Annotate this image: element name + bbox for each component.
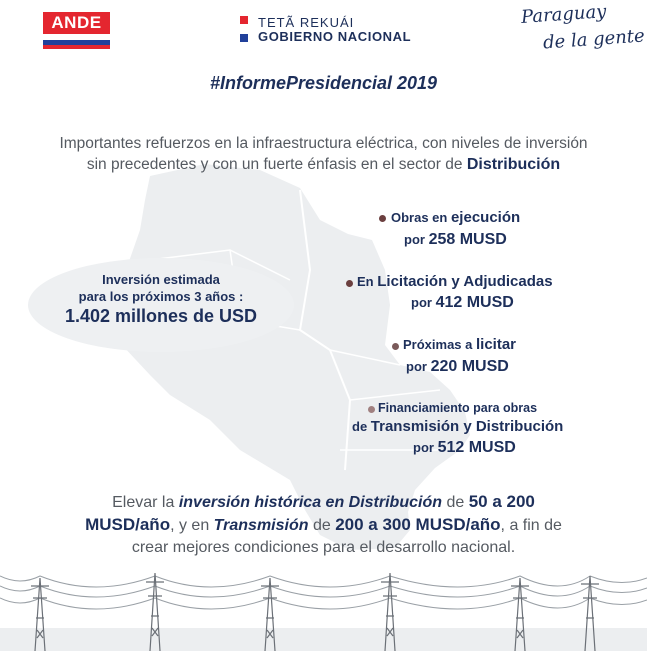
gov-line1: TETÃ REKUÁI [258,15,355,30]
ande-logo-text: ANDE [43,12,110,34]
intro-highlight: Distribución [466,156,561,173]
item-proximas-licitar-amount: por 220 MUSD [406,358,509,375]
investment-label-line2: para los próximos 3 años : [78,289,244,304]
investment-amount: 1.402 millones de USD [64,306,258,326]
closing-line2: MUSD/año, y en Transmisión de 200 a 300 MUSD/año, a fin de [85,515,562,534]
slogan-line1: Paraguay [520,1,608,28]
item-financiamiento-amount: por 512 MUSD [413,439,516,456]
item-licitacion-amount: por 412 MUSD [411,294,514,311]
bullet-dot [392,343,399,350]
bullet-dot [379,215,386,222]
bullet-dot [346,280,353,287]
item-obras-ejecucion: Obras en ejecución [391,209,521,226]
item-licitacion: En Licitación y Adjudicadas [357,273,553,290]
flag-icon [240,16,248,42]
closing-line3: crear mejores condiciones para el desarrollo nacional. [131,539,516,556]
item-financiamiento: Financiamiento para obras [378,401,538,415]
ande-logo [43,12,110,50]
closing-line1: Elevar la inversión histórica en Distribución de 50 a 200 [112,492,535,511]
item-obras-ejecucion-amount: por 258 MUSD [404,231,507,248]
bullet-dot [368,406,375,413]
power-towers-graphic [0,568,647,651]
item-financiamiento-line2: de Transmisión y Distribución [352,418,564,435]
intro-line2: sin precedentes y con un fuerte énfasis en el sector de Distribución [86,156,561,173]
paraguay-map-graphic [0,150,647,550]
logo-stripe [43,45,110,49]
investment-label-line1: Inversión estimada [102,272,220,287]
intro-text [10,133,637,175]
slogan-line2: de la gente [542,25,646,54]
closing-text [10,491,637,559]
slogan-logo [517,1,646,57]
hashtag-title: #InformePresidencial 2019 [209,73,438,93]
gov-line2: GOBIERNO NACIONAL [258,29,412,44]
item-proximas-licitar: Próximas a licitar [403,336,517,353]
intro-line1: Importantes refuerzos en la infraestructura eléctrica, con niveles de inversión [59,135,588,152]
